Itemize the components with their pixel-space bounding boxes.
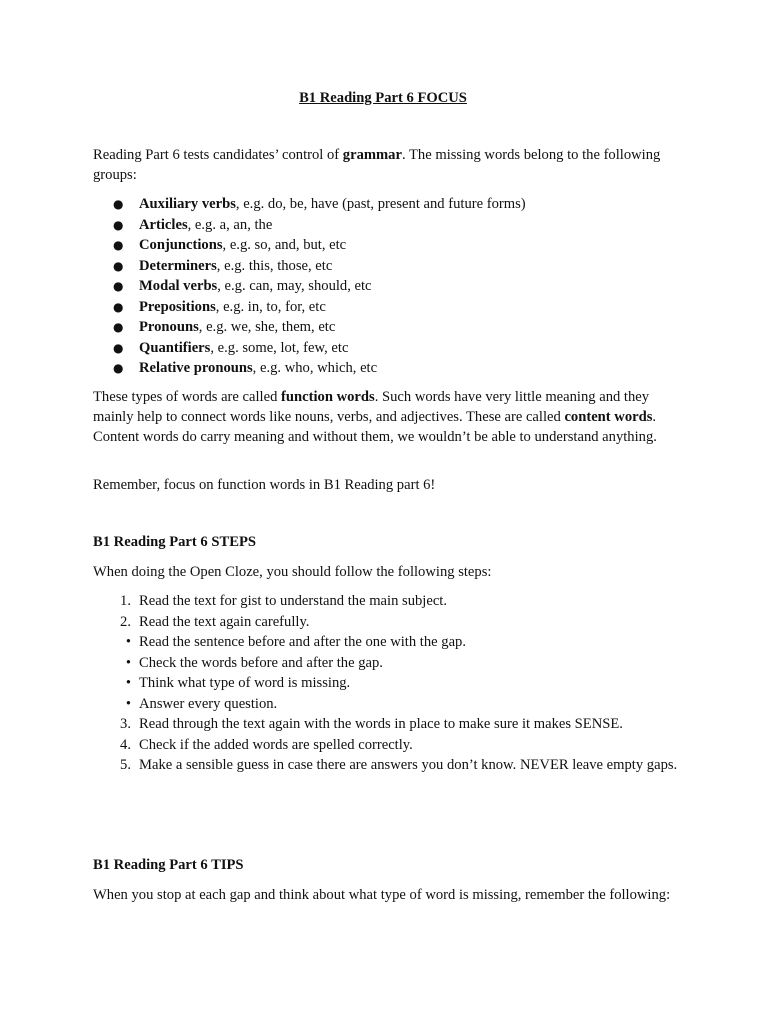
group-term: Quantifiers — [139, 339, 211, 356]
list-item — [93, 276, 526, 297]
group-examples: , e.g. this, those, etc — [216, 257, 333, 274]
step-text: Answer every question. — [139, 695, 278, 712]
steps-list — [93, 591, 684, 775]
remember-note: Remember, focus on function words in B1 Reading part 6! — [93, 477, 436, 493]
focus-intro — [93, 145, 683, 185]
list-item — [93, 256, 526, 277]
function-word-groups-list — [93, 194, 526, 379]
steps-heading: B1 Reading Part 6 STEPS — [93, 534, 256, 550]
list-item — [93, 612, 684, 633]
step-text: Make a sensible guess in case there are answers you don’t know. NEVER leave empty gaps. — [139, 757, 678, 773]
focus-intro-bold: grammar — [342, 147, 402, 163]
group-examples: , e.g. do, be, have (past, present and future forms) — [235, 196, 526, 212]
list-item — [93, 755, 684, 775]
step-marker: 5. — [120, 757, 131, 773]
list-item — [93, 297, 526, 318]
bullet-icon: ● — [113, 320, 124, 334]
step-text: Read the text again carefully. — [139, 613, 310, 630]
list-item — [93, 317, 526, 338]
list-item — [93, 591, 684, 612]
group-term: Auxiliary verbs — [139, 196, 236, 212]
group-examples: , e.g. who, which, etc — [252, 360, 378, 376]
steps-intro: When doing the Open Cloze, you should follow the following steps: — [93, 564, 492, 580]
list-item — [93, 235, 526, 256]
list-item — [93, 714, 684, 735]
tips-intro: When you stop at each gap and think about what type of word is missing, remember the following: — [93, 887, 671, 903]
step-marker: 3. — [120, 716, 131, 732]
paragraph-bold: function words — [281, 389, 375, 405]
list-item — [93, 338, 526, 359]
step-marker: 2. — [120, 613, 131, 630]
function-words-paragraph — [93, 387, 683, 447]
step-text: Read the text for gist to understand the main subject. — [139, 593, 448, 609]
group-examples: , e.g. can, may, should, etc — [217, 278, 372, 294]
step-marker: • — [125, 654, 131, 671]
focus-title: B1 Reading Part 6 FOCUS — [299, 90, 467, 106]
bullet-icon: ● — [113, 258, 124, 273]
list-item — [93, 632, 684, 653]
step-marker: 4. — [120, 736, 131, 753]
step-text: Think what type of word is missing. — [139, 675, 351, 691]
focus-intro-text: Reading Part 6 tests candidates’ control of — [93, 147, 343, 163]
bullet-icon: ● — [113, 361, 124, 375]
group-examples: , e.g. in, to, for, etc — [215, 298, 326, 315]
bullet-icon: ● — [113, 340, 124, 355]
paragraph-bold: content words — [564, 409, 653, 425]
step-marker: • — [125, 695, 131, 712]
step-marker: 1. — [120, 593, 131, 609]
bullet-icon: ● — [113, 238, 124, 252]
step-text: Check the words before and after the gap. — [139, 654, 383, 671]
step-text: Read the sentence before and after the one with the gap. — [139, 634, 466, 650]
group-term: Determiners — [139, 257, 217, 274]
list-item — [93, 673, 684, 694]
list-item — [93, 215, 526, 236]
step-marker: • — [125, 634, 131, 650]
group-examples: , e.g. a, an, the — [187, 216, 273, 233]
paragraph-text: . Such words have very little meaning and they mainly help to connect words like nouns, verbs, and adjectives. These are called — [93, 389, 650, 425]
bullet-icon: ● — [113, 279, 124, 293]
group-term: Conjunctions — [139, 237, 223, 253]
group-term: Articles — [139, 216, 188, 233]
step-text: Read through the text again with the words in place to make sure it makes SENSE. — [139, 716, 623, 732]
group-term: Modal verbs — [139, 278, 218, 294]
group-examples: , e.g. we, she, them, etc — [198, 319, 336, 335]
list-item — [93, 735, 684, 756]
group-examples: , e.g. some, lot, few, etc — [210, 339, 349, 356]
bullet-icon: ● — [113, 197, 124, 211]
group-term: Pronouns — [139, 319, 199, 335]
paragraph-text: These types of words are called — [93, 389, 282, 405]
group-term: Relative pronouns — [139, 360, 253, 376]
paragraph-text: . Content words do carry meaning and without them, we wouldn’t be able to understand anything. — [93, 409, 657, 445]
step-text: Check if the added words are spelled correctly. — [139, 736, 413, 753]
list-item — [93, 194, 526, 215]
list-item — [93, 694, 684, 715]
bullet-icon: ● — [113, 217, 124, 232]
group-examples: , e.g. so, and, but, etc — [222, 237, 347, 253]
list-item — [93, 653, 684, 674]
tips-heading: B1 Reading Part 6 TIPS — [93, 857, 244, 873]
focus-intro-text-end: . The missing words belong to the following groups: — [93, 147, 661, 183]
group-term: Prepositions — [139, 298, 216, 315]
bullet-icon: ● — [113, 299, 124, 314]
step-marker: • — [125, 675, 131, 691]
list-item — [93, 358, 526, 379]
